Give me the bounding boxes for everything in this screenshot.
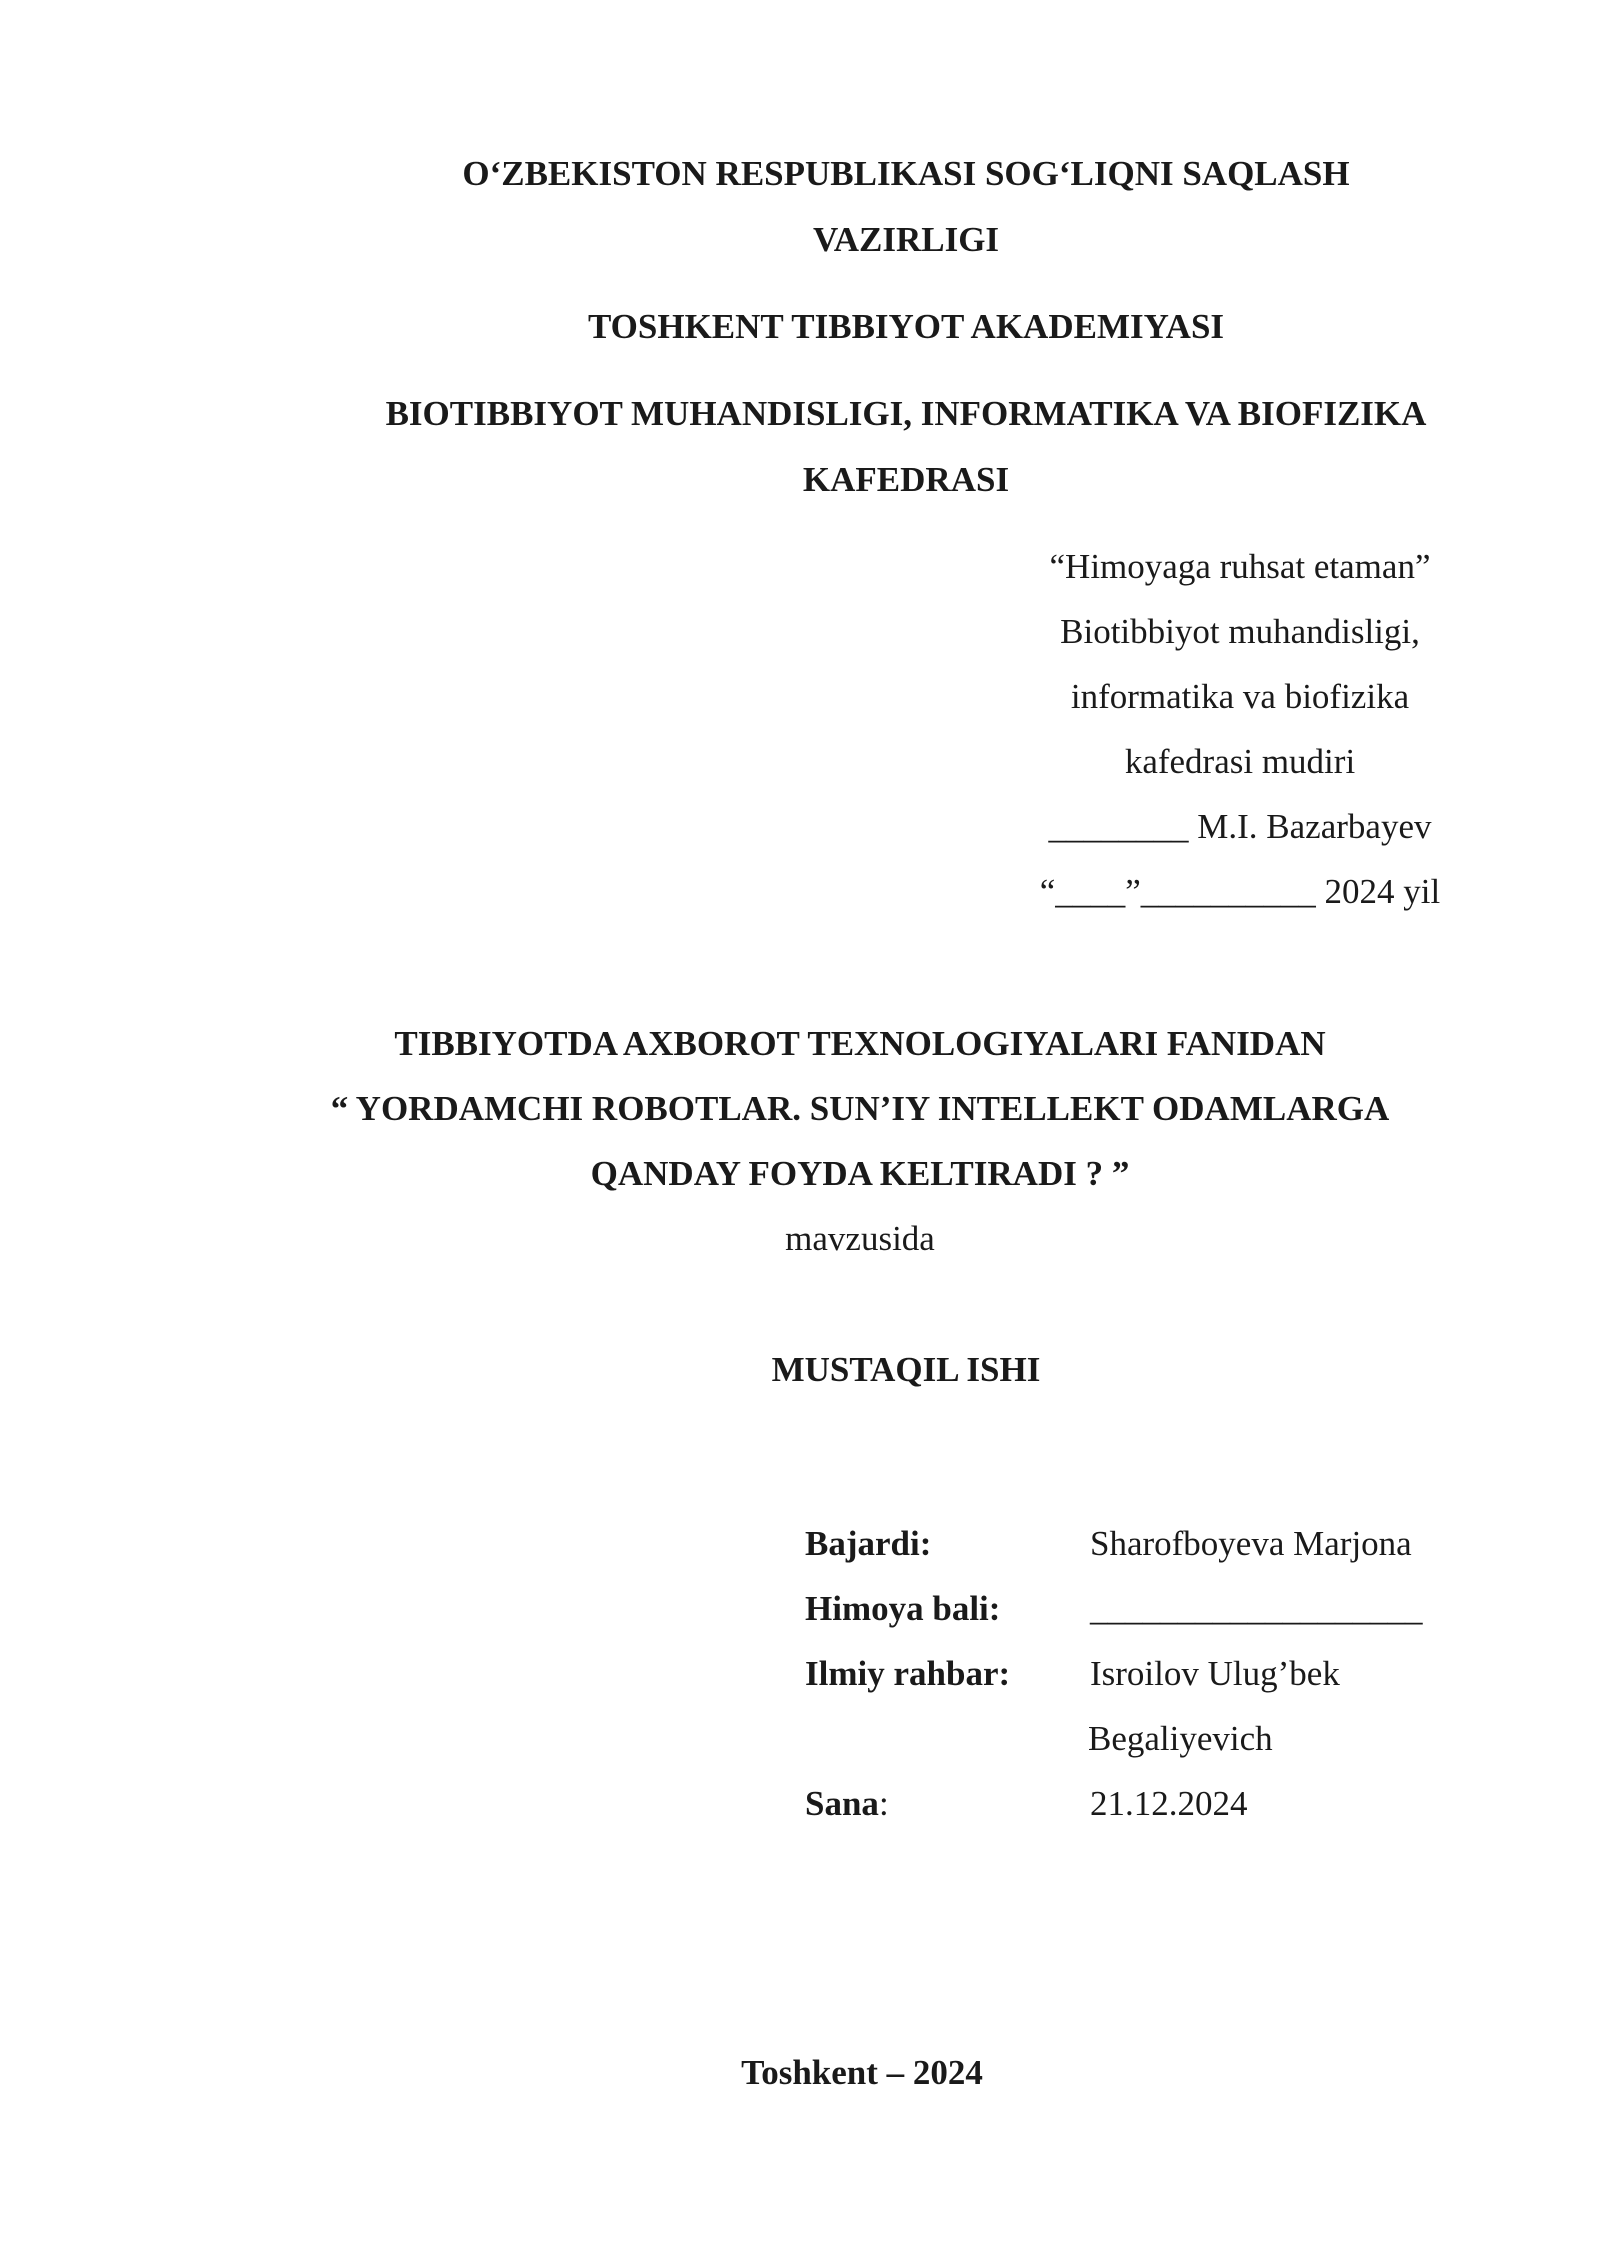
topic-title-line1: “ YORDAMCHI ROBOTLAR. SUN’IY INTELLEKT ODAMLARGA bbox=[330, 1089, 1390, 1128]
footer-city-year: Toshkent – 2024 bbox=[741, 2053, 983, 2092]
department-title-line2: KAFEDRASI bbox=[802, 460, 1010, 499]
date-value: 21.12.2024 bbox=[1090, 1784, 1248, 1823]
approval-line-4: kafedrasi mudiri bbox=[1124, 742, 1356, 781]
supervisor-label: Ilmiy rahbar: bbox=[805, 1654, 1011, 1693]
approval-date-line: “____”__________ 2024 yil bbox=[1039, 872, 1441, 911]
ministry-title-line2: VAZIRLIGI bbox=[812, 220, 1000, 259]
approval-line-1: “Himoyaga ruhsat etaman” bbox=[1049, 547, 1431, 586]
academy-title: TOSHKENT TIBBIYOT AKADEMIYASI bbox=[587, 307, 1225, 346]
topic-title-line2: QANDAY FOYDA KELTIRADI ? ” bbox=[590, 1154, 1130, 1193]
supervisor-value-line2: Begaliyevich bbox=[1088, 1719, 1273, 1758]
approval-line-2: Biotibbiyot muhandisligi, bbox=[1060, 612, 1420, 651]
subject-title: TIBBIYOTDA AXBOROT TEXNOLOGIYALARI FANIDAN bbox=[394, 1024, 1326, 1063]
ministry-title-line1: O‘ZBEKISTON RESPUBLIKASI SOG‘LIQNI SAQLASH bbox=[462, 154, 1350, 193]
grade-label: Himoya bali: bbox=[805, 1589, 1001, 1628]
approval-signature-line: ________ M.I. Bazarbayev bbox=[1048, 807, 1432, 846]
date-label-group bbox=[805, 1782, 889, 1826]
performed-value: Sharofboyeva Marjona bbox=[1090, 1524, 1412, 1563]
supervisor-value-line1: Isroilov Ulug’bek bbox=[1090, 1654, 1340, 1693]
date-label: Sana bbox=[805, 1784, 879, 1823]
department-title-line1: BIOTIBBIYOT MUHANDISLIGI, INFORMATIKA VA BIOFIZIKA bbox=[385, 394, 1427, 433]
topic-suffix: mavzusida bbox=[785, 1219, 935, 1258]
approval-line-3: informatika va biofizika bbox=[1070, 677, 1410, 716]
performed-label: Bajardi: bbox=[805, 1524, 932, 1563]
work-type-title: MUSTAQIL ISHI bbox=[771, 1350, 1041, 1389]
grade-value: ___________________ bbox=[1090, 1589, 1423, 1628]
date-colon: : bbox=[878, 1784, 889, 1823]
